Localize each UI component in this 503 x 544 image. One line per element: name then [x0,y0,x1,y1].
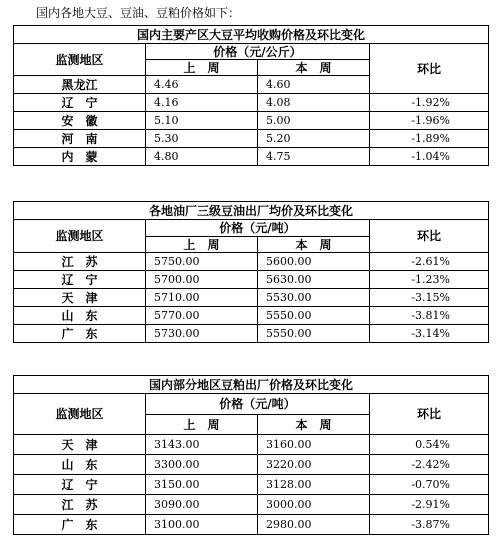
change-header: 环比 [370,394,489,435]
last-week-cell: 5.30 [146,130,258,148]
this-week-cell: 4.60 [258,76,370,94]
last-week-header: 上 周 [146,415,258,435]
table-row [14,253,489,271]
this-week-cell: 5600.00 [258,253,370,271]
change-cell: -1.23% [370,271,489,289]
last-week-cell: 3300.00 [146,455,258,475]
last-week-cell: 3150.00 [146,475,258,495]
table-row [14,325,489,343]
region-header: 监测地区 [14,44,146,76]
soybean-price-table [13,25,489,166]
last-week-cell: 5770.00 [146,307,258,325]
change-cell: -0.70% [370,475,489,495]
change-cell: -3.81% [370,307,489,325]
this-week-header: 本 周 [258,415,370,435]
this-week-header: 本 周 [258,60,370,76]
this-week-cell: 5530.00 [258,289,370,307]
table-title: 各地油厂三级豆油出厂均价及环比变化 [14,202,489,220]
region-cell: 安 徽 [14,112,146,130]
price-header: 价格（元/吨） [146,394,370,415]
change-cell: -2.91% [370,495,489,515]
table-row [14,112,489,130]
region-cell: 山 东 [14,307,146,325]
table-row [14,455,489,475]
change-cell: 0.54% [370,435,489,455]
table-row [14,307,489,325]
table-row [14,148,489,166]
last-week-cell: 4.16 [146,94,258,112]
last-week-cell: 3143.00 [146,435,258,455]
this-week-cell: 3000.00 [258,495,370,515]
last-week-cell: 3100.00 [146,515,258,535]
region-cell: 广 东 [14,515,146,535]
last-week-cell: 5700.00 [146,271,258,289]
last-week-cell: 5750.00 [146,253,258,271]
last-week-cell: 4.46 [146,76,258,94]
this-week-cell: 5.00 [258,112,370,130]
price-header: 价格（元/吨） [146,220,370,237]
change-cell: -1.96% [370,112,489,130]
last-week-cell: 5730.00 [146,325,258,343]
last-week-header: 上 周 [146,237,258,253]
region-cell: 内 蒙 [14,148,146,166]
table-row [14,475,489,495]
intro-text: 国内各地大豆、豆油、豆粕价格如下： [36,6,241,20]
region-cell: 广 东 [14,325,146,343]
this-week-cell: 5550.00 [258,307,370,325]
region-cell: 天 津 [14,435,146,455]
last-week-cell: 3090.00 [146,495,258,515]
change-cell: -1.89% [370,130,489,148]
last-week-header: 上 周 [146,60,258,76]
this-week-cell: 5.20 [258,130,370,148]
change-header: 环比 [370,220,489,253]
region-header: 监测地区 [14,394,146,435]
change-cell: -1.04% [370,148,489,166]
region-cell: 天 津 [14,289,146,307]
table-row [14,435,489,455]
this-week-header: 本 周 [258,237,370,253]
region-header: 监测地区 [14,220,146,253]
table-row [14,271,489,289]
soybean-oil-price-table [13,201,489,343]
change-cell: -2.61% [370,253,489,271]
soybean-meal-price-table [13,375,489,535]
last-week-cell: 4.80 [146,148,258,166]
this-week-cell: 4.08 [258,94,370,112]
change-cell: -3.15% [370,289,489,307]
change-cell: -2.42% [370,455,489,475]
this-week-cell: 4.75 [258,148,370,166]
price-header: 价格（元/公斤） [146,44,370,60]
this-week-cell: 3220.00 [258,455,370,475]
region-cell: 辽 宁 [14,271,146,289]
table-row [14,515,489,535]
region-cell: 江 苏 [14,253,146,271]
change-cell: -3.14% [370,325,489,343]
change-cell: -1.92% [370,94,489,112]
table-row [14,94,489,112]
this-week-cell: 5550.00 [258,325,370,343]
last-week-cell: 5.10 [146,112,258,130]
table-title: 国内部分地区豆粕出厂价格及环比变化 [14,376,489,394]
this-week-cell: 3160.00 [258,435,370,455]
this-week-cell: 2980.00 [258,515,370,535]
this-week-cell: 5630.00 [258,271,370,289]
region-cell: 山 东 [14,455,146,475]
last-week-cell: 5710.00 [146,289,258,307]
table-row [14,289,489,307]
region-cell: 辽 宁 [14,94,146,112]
region-cell: 辽 宁 [14,475,146,495]
change-header: 环比 [370,44,489,94]
region-cell: 黑龙江 [14,76,146,94]
region-cell: 江 苏 [14,495,146,515]
change-cell: -3.87% [370,515,489,535]
region-cell: 河 南 [14,130,146,148]
this-week-cell: 3128.00 [258,475,370,495]
table-row [14,495,489,515]
table-row [14,130,489,148]
table-title: 国内主要产区大豆平均收购价格及环比变化 [14,26,489,44]
